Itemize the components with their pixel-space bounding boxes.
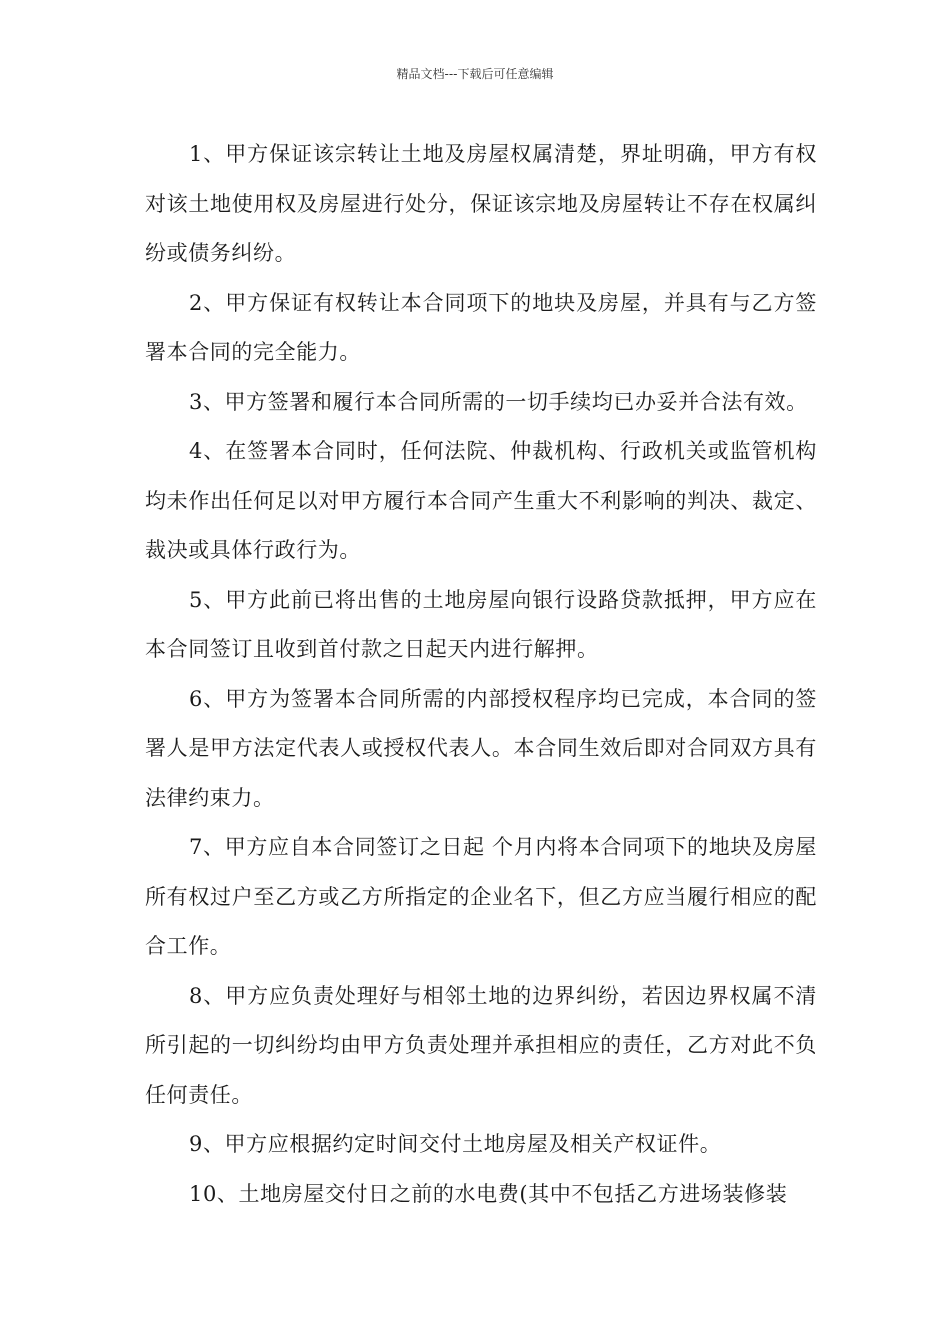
clause-2: 2、甲方保证有权转让本合同项下的地块及房屋，并具有与乙方签署本合同的完全能力。 (145, 290, 817, 364)
page-header: 精品文档---下载后可任意编辑 (396, 67, 554, 81)
clause-3: 3、甲方签署和履行本合同所需的一切手续均已办妥并合法有效。 (189, 389, 808, 414)
document-body (145, 130, 817, 1219)
clause-8: 8、甲方应负责处理好与相邻土地的边界纠纷，若因边界权属不清所引起的一切纠纷均由甲方负责处理并承担相应的责任，乙方对此不负任何责任。 (145, 983, 817, 1107)
clause-1: 1、甲方保证该宗转让土地及房屋权属清楚，界址明确，甲方有权对该土地使用权及房屋进行处分，保证该宗地及房屋转让不存在权属纠纷或债务纠纷。 (145, 142, 817, 265)
clause-6: 6、甲方为签署本合同所需的内部授权程序均已完成，本合同的签署人是甲方法定代表人或授权代表人。本合同生效后即对合同双方具有法律约束力。 (145, 686, 817, 810)
clause-4: 4、在签署本合同时，任何法院、仲裁机构、行政机关或监管机构均未作出任何足以对甲方履行本合同产生重大不利影响的判决、裁定、裁决或具体行政行为。 (145, 439, 817, 562)
clause-9: 9、甲方应根据约定时间交付土地房屋及相关产权证件。 (189, 1132, 722, 1156)
clause-10: 10、土地房屋交付日之前的水电费(其中不包括乙方进场装修装 (189, 1181, 788, 1206)
clause-5: 5、甲方此前已将出售的土地房屋向银行设路贷款抵押，甲方应在本合同签订且收到首付款之日起天内进行解押。 (145, 587, 817, 661)
clause-7: 7、甲方应自本合同签订之日起 个月内将本合同项下的地块及房屋所有权过户至乙方或乙方所指定的企业名下，但乙方应当履行相应的配合工作。 (145, 835, 817, 958)
